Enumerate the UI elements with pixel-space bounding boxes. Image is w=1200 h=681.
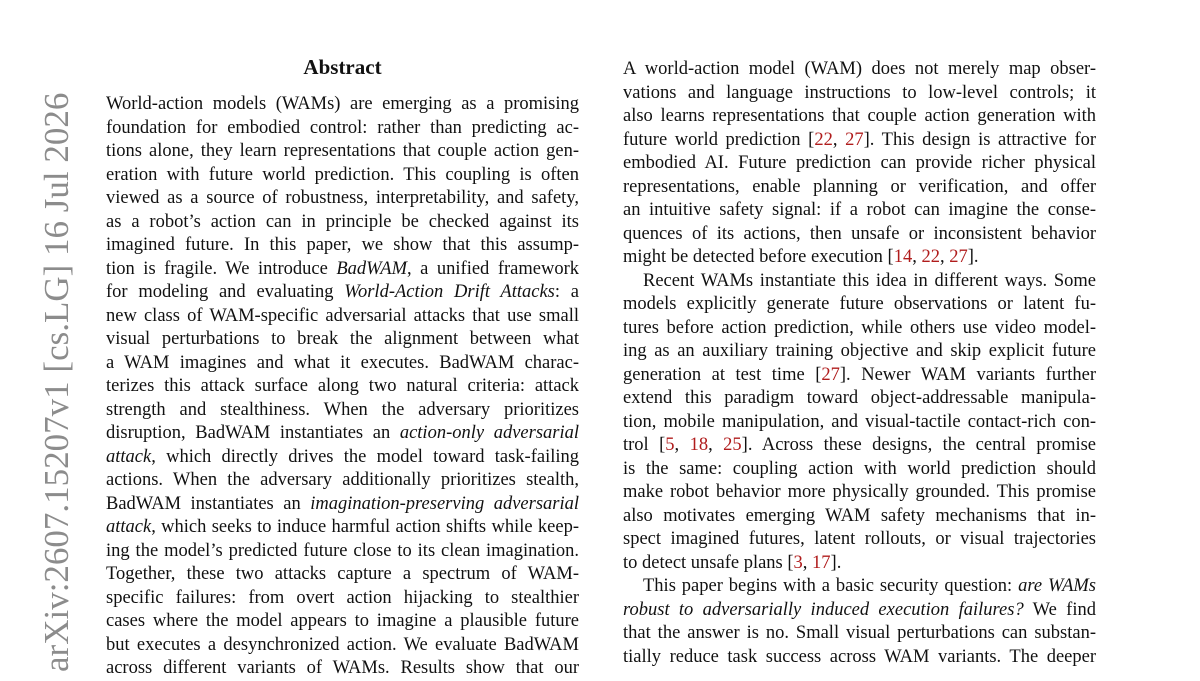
abstract-line: actions. When the adversary additionally prioritizes stealth,	[106, 470, 579, 490]
citation-link[interactable]: 22	[921, 247, 940, 267]
citation-link[interactable]: 27	[949, 247, 968, 267]
abstract-line: cases where the model appears to imagine a plausible future	[106, 611, 579, 631]
body-line: also learns representations that couple action generation with	[623, 106, 1096, 126]
citation-link[interactable]: 27	[821, 364, 840, 385]
body-line: an intuitive safety signal: if a robot can imagine the conse-	[623, 200, 1096, 220]
body-line: embodied AI. Future prediction can provide richer physical	[623, 153, 1096, 173]
abstract-line: ing the model’s predicted future close to its clean imagination.	[106, 540, 579, 561]
citation-link[interactable]: 5	[665, 435, 675, 455]
abstract-line: new class of WAM-specific adversarial attacks that use small	[106, 305, 579, 326]
citation-link[interactable]: 25	[723, 435, 742, 455]
arxiv-identifier-text: arXiv:2607.15207v1 [cs.LG] 16 Jul 2026	[37, 92, 76, 672]
body-line: A world-action model (WAM) does not merely map obser-	[623, 59, 1096, 79]
abstract-line: BadWAM instantiates an imagination-preserving adversarial	[106, 493, 579, 514]
body-line: future world prediction [22, 27]. This design is attractive for	[623, 129, 1097, 150]
body-line: might be detected before execution [14, 22, 27].	[623, 247, 979, 267]
abstract-line: strength and stealthiness. When the adversary prioritizes	[106, 399, 579, 420]
citation-link[interactable]: 27	[845, 129, 864, 150]
emphasis: BadWAM	[336, 258, 408, 279]
body-line: representations, enable planning or verification, and offer	[623, 176, 1096, 197]
body-line: also motivates emerging WAM safety mechanisms that in-	[623, 505, 1096, 526]
emphasis: imagination-preserving adversarial	[310, 493, 579, 514]
citation-link[interactable]: 22	[814, 129, 833, 150]
emphasis: are WAMs	[1018, 576, 1096, 596]
abstract-line: tion is fragile. We introduce BadWAM, a unified framework	[106, 258, 579, 279]
abstract-line: foundation for embodied control: rather than predicting ac-	[106, 117, 579, 138]
abstract-line: eration with future world prediction. This coupling is often	[106, 164, 579, 185]
citation-link[interactable]: 14	[893, 247, 913, 267]
introduction-body	[623, 58, 1096, 669]
body-line: quences of its actions, then unsafe or inconsistent behavior	[623, 223, 1096, 244]
citation-link[interactable]: 18	[689, 435, 709, 455]
abstract-body	[106, 93, 579, 681]
body-line: tures before action prediction, while others use video model-	[623, 317, 1096, 338]
body-line: models explicitly generate future observations or latent fu-	[623, 294, 1096, 314]
body-line: trol [5, 18, 25]. Across these designs, the central promise	[623, 435, 1097, 455]
citation-link[interactable]: 3	[793, 552, 803, 573]
abstract-line: but executes a desynchronized action. We evaluate BadWAM	[106, 634, 579, 655]
abstract-line: as a robot’s action can in principle be checked against its	[106, 211, 579, 232]
body-line: ing as an auxiliary training objective and skip explicit future	[623, 341, 1096, 361]
body-line: that the answer is no. Small visual perturbations can substan-	[623, 623, 1096, 643]
emphasis: action-only adversarial	[399, 423, 579, 443]
body-line: is the same: coupling action with world prediction should	[623, 458, 1096, 479]
abstract-line: terizes this attack surface along two natural criteria: attack	[106, 376, 579, 396]
abstract-line: attack, which seeks to induce harmful action shifts while keep-	[106, 517, 579, 537]
body-line: spect imagined futures, latent rollouts, or visual trajectories	[623, 529, 1096, 549]
body-line: tion, mobile manipulation, and visual-tactile contact-rich con-	[623, 411, 1096, 432]
abstract-line: imagined future. In this paper, we show that this assump-	[106, 235, 579, 255]
body-line: This paper begins with a basic security question: are WAMs	[643, 576, 1096, 596]
abstract-line: Together, these two attacks capture a spectrum of WAM-	[106, 564, 579, 584]
body-line: extend this paradigm toward object-addressable manipula-	[623, 388, 1096, 408]
emphasis: attack	[106, 446, 152, 467]
body-line: generation at test time [27]. Newer WAM variants further	[623, 364, 1096, 385]
abstract-line: attack, which directly drives the model toward task-failing	[106, 446, 579, 467]
emphasis: World-Action Drift Attacks	[344, 282, 555, 302]
citation-link[interactable]: 17	[812, 552, 831, 573]
emphasis: robust to adversarially induced execution failures?	[623, 599, 1024, 620]
body-line: Recent WAMs instantiate this idea in different ways. Some	[643, 270, 1096, 291]
body-line: tially reduce task success across WAM variants. The deeper	[623, 646, 1096, 667]
body-line: vations and language instructions to low-level controls; it	[623, 82, 1096, 103]
abstract-line: specific failures: from overt action hijacking to stealthier	[106, 587, 579, 608]
body-line: make robot behavior more physically grounded. This promise	[623, 482, 1096, 502]
abstract-line: for modeling and evaluating World-Action Drift Attacks: a	[106, 282, 580, 302]
abstract-line: viewed as a source of robustness, interpretability, and safety,	[106, 188, 579, 208]
abstract-line: tions alone, they learn representations that couple action gen-	[106, 141, 579, 161]
emphasis: attack	[106, 517, 152, 537]
body-line: to detect unsafe plans [3, 17].	[623, 552, 842, 573]
abstract-heading: Abstract	[303, 55, 382, 79]
abstract-line: a WAM imagines and what it executes. BadWAM charac-	[106, 352, 579, 373]
abstract-line: World-action models (WAMs) are emerging as a promising	[106, 94, 579, 114]
abstract-line: disruption, BadWAM instantiates an action-only adversarial	[106, 423, 579, 443]
abstract-line: across different variants of WAMs. Results show that our	[106, 658, 579, 678]
abstract-line: visual perturbations to break the alignment between what	[106, 329, 579, 349]
arxiv-identifier	[0, 0, 80, 675]
body-line: robust to adversarially induced execution failures? We find	[623, 599, 1096, 620]
